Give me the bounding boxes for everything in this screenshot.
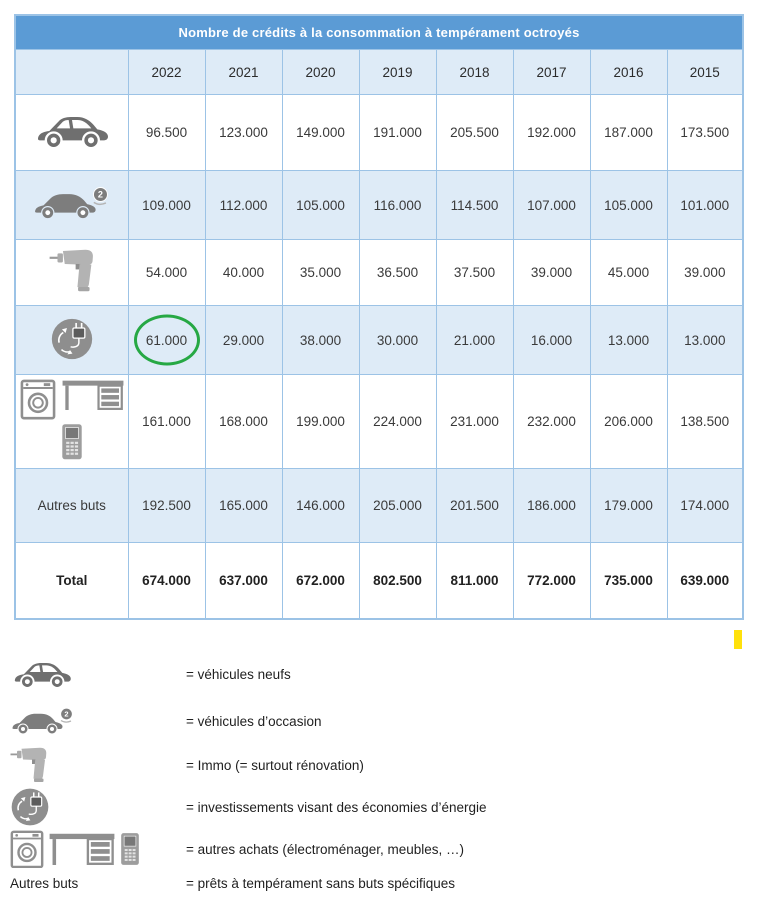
washing-machine-icon — [10, 830, 44, 869]
year-header-2017: 2017 — [513, 50, 590, 95]
cell-value: 101.000 — [680, 197, 730, 213]
cell-value: 179.000 — [604, 497, 653, 513]
row-label-autres-buts: Autres buts — [15, 468, 128, 542]
legend-item-5 — [8, 870, 743, 896]
year-header-2022: 2022 — [128, 50, 205, 95]
legend-text: = prêts à tempérament sans buts spécifiques — [186, 875, 456, 891]
cell-value: 205.500 — [450, 125, 499, 140]
cell-autres-achats-2017 — [513, 375, 590, 469]
table-row-vehicules-neufs — [15, 95, 743, 171]
energy-saving-icon — [50, 317, 94, 361]
cell-immo-renovation-2018 — [436, 240, 513, 306]
cell-total-2015 — [667, 542, 743, 619]
cell-immo-renovation-2016 — [590, 240, 667, 306]
cell-value: 201.500 — [450, 497, 499, 513]
cell-autres-achats-2018 — [436, 375, 513, 469]
year-header-2020: 2020 — [282, 50, 359, 95]
cell-immo-renovation-2019 — [359, 240, 436, 306]
cell-value: 146.000 — [296, 497, 345, 513]
cell-value: 30.000 — [376, 332, 419, 348]
cell-value: 224.000 — [373, 413, 422, 429]
table-row-immo-renovation — [15, 240, 743, 306]
legend-icon-box — [8, 876, 186, 891]
drill-icon — [49, 244, 95, 297]
cell-value: 39.000 — [530, 265, 573, 280]
legend-icon-box — [8, 707, 186, 736]
table-row-vehicules-occasion — [15, 171, 743, 240]
cell-value: 187.000 — [604, 125, 653, 140]
cell-immo-renovation-2020 — [282, 240, 359, 306]
cell-value: 772.000 — [527, 572, 576, 588]
cell-value: 61.000 — [145, 332, 188, 348]
row-label-total: Total — [15, 542, 128, 619]
cell-value: 205.000 — [373, 497, 422, 513]
cell-autres-buts-2022 — [128, 468, 205, 542]
cell-value: 112.000 — [219, 197, 268, 213]
cell-economies-energie-2022 — [128, 306, 205, 375]
used-car-badge: 2 — [97, 189, 103, 200]
cell-autres-achats-2021 — [205, 375, 282, 469]
row-label-economies-energie — [15, 306, 128, 375]
legend-item-0 — [8, 650, 743, 698]
cell-vehicules-neufs-2015 — [667, 95, 743, 171]
legend-item-3 — [8, 786, 743, 828]
washing-machine-icon — [20, 379, 56, 420]
cell-immo-renovation-2017 — [513, 240, 590, 306]
cell-value: 16.000 — [530, 332, 573, 348]
table-title-row — [15, 15, 743, 50]
cell-immo-renovation-2015 — [667, 240, 743, 306]
cell-value: 54.000 — [145, 265, 188, 280]
cell-economies-energie-2017 — [513, 306, 590, 375]
cell-value: 674.000 — [142, 572, 191, 588]
cell-vehicules-neufs-2021 — [205, 95, 282, 171]
cell-economies-energie-2015 — [667, 306, 743, 375]
cell-vehicules-occasion-2016 — [590, 171, 667, 240]
cell-value: 232.000 — [527, 413, 576, 429]
cell-total-2017 — [513, 542, 590, 619]
legend-text: = Immo (= surtout rénovation) — [186, 757, 364, 773]
legend-item-2 — [8, 744, 743, 786]
year-header-2021: 2021 — [205, 50, 282, 95]
desk-icon — [62, 379, 124, 411]
cell-immo-renovation-2022 — [128, 240, 205, 306]
cell-value: 168.000 — [219, 413, 268, 429]
cell-value: 191.000 — [373, 125, 422, 140]
cell-value: 192.000 — [527, 125, 576, 140]
cell-autres-achats-2015 — [667, 375, 743, 469]
cell-autres-achats-2019 — [359, 375, 436, 469]
legend — [8, 650, 743, 896]
cell-total-2019 — [359, 542, 436, 619]
used-car-icon — [10, 707, 76, 736]
cell-value: 96.500 — [145, 125, 188, 140]
cell-value: 13.000 — [684, 332, 726, 348]
cell-vehicules-neufs-2018 — [436, 95, 513, 171]
cell-value: 206.000 — [604, 413, 653, 429]
year-header-2019: 2019 — [359, 50, 436, 95]
cell-autres-achats-2020 — [282, 375, 359, 469]
used-car-badge: 2 — [64, 709, 69, 718]
cell-value: 165.000 — [219, 497, 268, 513]
legend-item-4 — [8, 828, 743, 870]
cell-total-2022 — [128, 542, 205, 619]
yellow-highlight-mark — [734, 630, 742, 649]
cell-autres-achats-2022 — [128, 375, 205, 469]
cell-value: 161.000 — [142, 413, 191, 429]
new-car-icon — [10, 659, 74, 690]
cell-value: 29.000 — [222, 332, 265, 348]
row-label-vehicules-occasion — [15, 171, 128, 240]
cell-value: 231.000 — [450, 413, 499, 429]
cell-value: 173.500 — [680, 125, 730, 140]
cell-vehicules-neufs-2022 — [128, 95, 205, 171]
legend-icon-box — [8, 830, 186, 869]
cell-value: 37.500 — [453, 265, 496, 280]
cell-value: 192.500 — [142, 497, 191, 513]
cell-vehicules-occasion-2021 — [205, 171, 282, 240]
cell-value: 105.000 — [296, 197, 345, 213]
cell-value: 811.000 — [450, 572, 499, 588]
cell-value: 39.000 — [684, 265, 726, 280]
cell-vehicules-occasion-2018 — [436, 171, 513, 240]
year-header-2018: 2018 — [436, 50, 513, 95]
table-row-autres-buts — [15, 468, 743, 542]
cell-economies-energie-2018 — [436, 306, 513, 375]
cell-autres-buts-2015 — [667, 468, 743, 542]
cell-total-2021 — [205, 542, 282, 619]
used-car-icon — [32, 186, 112, 221]
legend-item-1 — [8, 698, 743, 744]
cell-autres-buts-2019 — [359, 468, 436, 542]
cell-autres-buts-2016 — [590, 468, 667, 542]
cell-value: 38.000 — [299, 332, 342, 348]
legend-text: = investissements visant des économies d’énergie — [186, 799, 487, 815]
new-car-icon — [32, 112, 112, 151]
cell-autres-buts-2018 — [436, 468, 513, 542]
appliances-icon-group — [10, 830, 140, 869]
mobile-phone-icon — [120, 832, 140, 866]
cell-vehicules-occasion-2017 — [513, 171, 590, 240]
table-row-autres-achats — [15, 375, 743, 469]
legend-icon-box — [8, 659, 186, 690]
cell-total-2020 — [282, 542, 359, 619]
cell-vehicules-neufs-2016 — [590, 95, 667, 171]
cell-value: 116.000 — [373, 197, 422, 213]
energy-saving-icon — [10, 787, 50, 827]
cell-autres-buts-2017 — [513, 468, 590, 542]
cell-value: 637.000 — [219, 572, 268, 588]
cell-value: 36.500 — [376, 265, 419, 280]
cell-economies-energie-2021 — [205, 306, 282, 375]
cell-economies-energie-2016 — [590, 306, 667, 375]
cell-vehicules-occasion-2019 — [359, 171, 436, 240]
cell-value: 21.000 — [453, 332, 496, 348]
cell-value: 123.000 — [219, 125, 268, 140]
desk-icon — [49, 832, 115, 866]
row-label-autres-achats — [15, 375, 128, 469]
cell-value: 109.000 — [142, 197, 191, 213]
row-label-immo-renovation — [15, 240, 128, 306]
cell-economies-energie-2019 — [359, 306, 436, 375]
year-header-2015: 2015 — [667, 50, 743, 95]
table-title: Nombre de crédits à la consommation à tempérament octroyés — [15, 15, 743, 50]
cell-vehicules-occasion-2020 — [282, 171, 359, 240]
cell-autres-buts-2020 — [282, 468, 359, 542]
cell-total-2018 — [436, 542, 513, 619]
cell-value: 138.500 — [680, 413, 730, 429]
legend-text: = véhicules d’occasion — [186, 713, 322, 729]
credit-table — [14, 14, 744, 620]
cell-vehicules-occasion-2022 — [128, 171, 205, 240]
legend-left-label: Autres buts — [10, 875, 79, 891]
cell-value: 35.000 — [299, 265, 342, 280]
cell-value: 672.000 — [296, 572, 345, 588]
cell-vehicules-occasion-2015 — [667, 171, 743, 240]
cell-total-2016 — [590, 542, 667, 619]
legend-icon-box — [8, 787, 186, 827]
cell-autres-buts-2021 — [205, 468, 282, 542]
cell-value: 149.000 — [296, 125, 345, 140]
cell-autres-achats-2016 — [590, 375, 667, 469]
legend-text: = véhicules neufs — [186, 666, 291, 682]
appliances-icon-group — [16, 375, 128, 468]
cell-immo-renovation-2021 — [205, 240, 282, 306]
cell-economies-energie-2020 — [282, 306, 359, 375]
cell-value: 45.000 — [607, 265, 650, 280]
cell-value: 174.000 — [680, 497, 730, 513]
row-label-vehicules-neufs — [15, 95, 128, 171]
cell-value: 186.000 — [527, 497, 576, 513]
table-row-total — [15, 542, 743, 619]
mobile-phone-icon — [61, 423, 83, 461]
legend-text: = autres achats (électroménager, meubles, …) — [186, 841, 465, 857]
cell-value: 13.000 — [607, 332, 650, 348]
cell-vehicules-neufs-2020 — [282, 95, 359, 171]
cell-value: 105.000 — [604, 197, 653, 213]
table-body — [15, 95, 743, 620]
cell-value: 735.000 — [604, 572, 653, 588]
cell-vehicules-neufs-2019 — [359, 95, 436, 171]
corner-cell — [15, 50, 128, 95]
cell-value: 40.000 — [222, 265, 265, 280]
legend-icon-box — [8, 743, 186, 787]
cell-vehicules-neufs-2017 — [513, 95, 590, 171]
cell-value: 639.000 — [680, 572, 730, 588]
year-header-row — [15, 50, 743, 95]
cell-value: 199.000 — [296, 413, 345, 429]
table-row-economies-energie — [15, 306, 743, 375]
year-header-2016: 2016 — [590, 50, 667, 95]
drill-icon — [10, 743, 48, 787]
cell-value: 107.000 — [527, 197, 576, 213]
cell-value: 802.500 — [373, 572, 422, 588]
cell-value: 114.500 — [450, 197, 499, 213]
